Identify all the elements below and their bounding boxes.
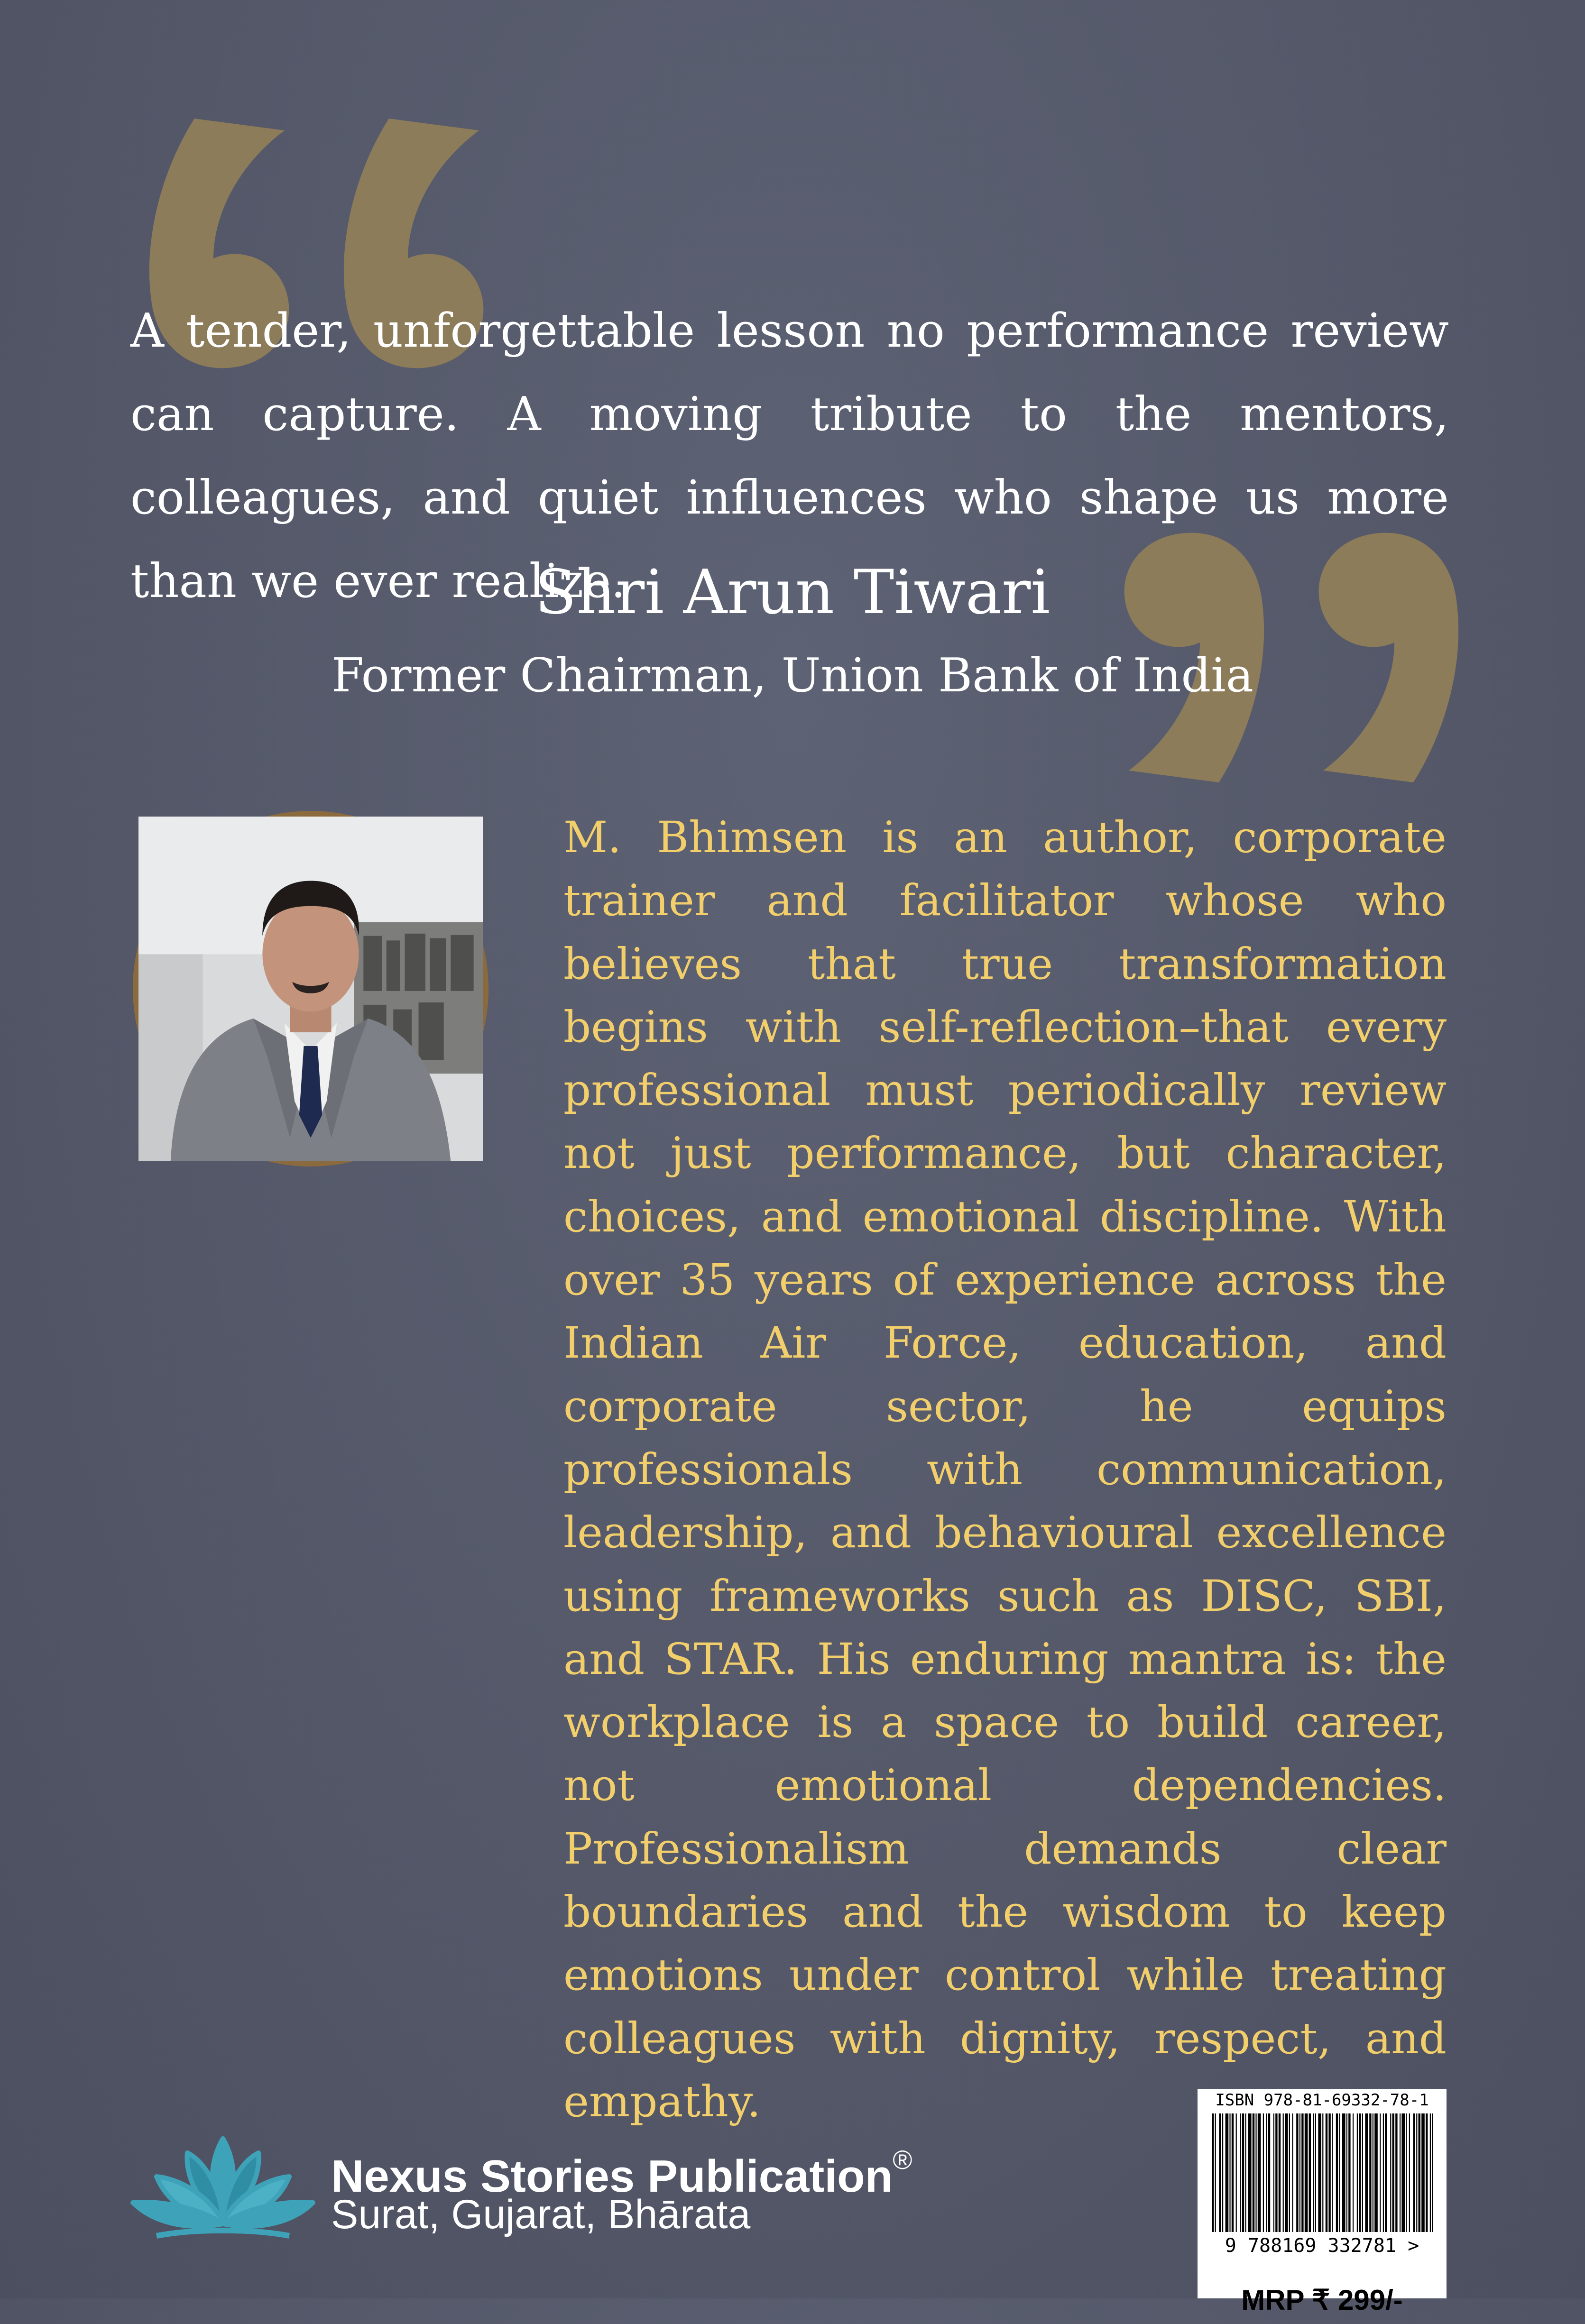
lotus-logo-icon	[128, 2124, 318, 2248]
barcode-bars	[1212, 2113, 1435, 2232]
author-photo	[133, 811, 488, 1167]
isbn-label: ISBN 978-81-69332-78-1	[1215, 2091, 1429, 2110]
publisher-name: Nexus Stories Publication®	[331, 2145, 912, 2202]
endorser-name: Shri Arun Tiwari	[534, 557, 1051, 628]
registered-mark: ®	[893, 2145, 912, 2175]
isbn-barcode	[1198, 2089, 1447, 2316]
price-label: MRP ₹ 299/-	[1241, 2284, 1403, 2316]
author-bio: M. Bhimsen is an author, corporate trainer and facilitator whose who believes that true transformation begins with self-reflection–that every professional must periodically review not just performance, but character, choices, and emotional discipline. With over 35 years of experience across the Indian Air Force, education, and corporate sector, he equips professionals with communication, leadership, and behavioural excellence using frameworks such as DISC, SBI, and STAR. His enduring mantra is: the workplace is a space to build career, not emotional dependencies. Professionalism demands clear boundaries and the wisdom to keep emotions under control while treating colleagues with dignity, respect, and empathy.	[563, 813, 1447, 2127]
publisher-location: Surat, Gujarat, Bhārata	[331, 2192, 751, 2237]
barcode-digits: 9 788169 332781 >	[1225, 2235, 1419, 2257]
endorsement-quote: A tender, unforgettable lesson no performance review can capture. A moving tribute to the mentors, colleagues, and quiet influences who shape us more than we ever realize.	[130, 304, 1449, 608]
endorser-title: Former Chairman, Union Bank of India	[331, 649, 1254, 703]
